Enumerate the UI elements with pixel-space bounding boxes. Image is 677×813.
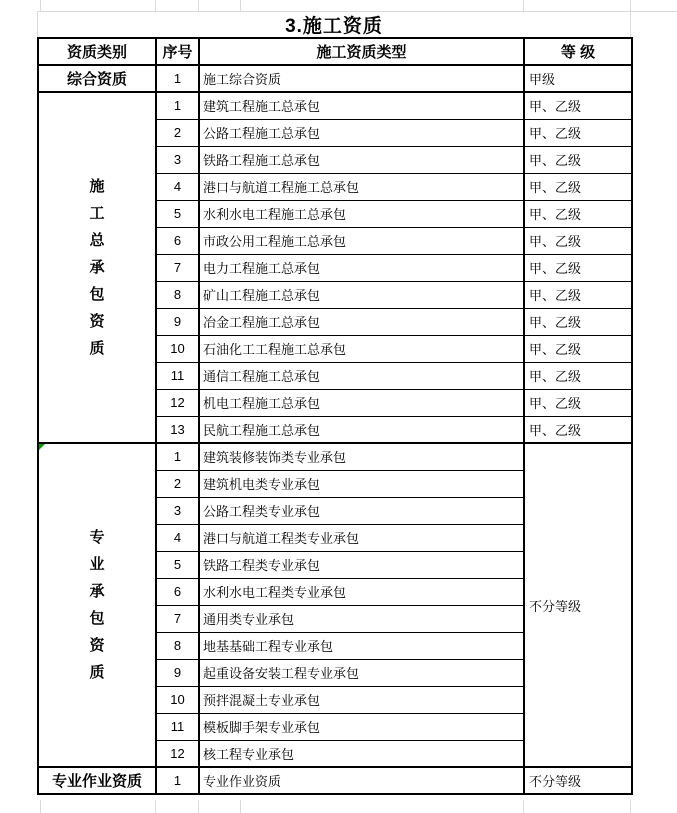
index-cell[interactable]: 8 — [156, 281, 199, 308]
type-cell[interactable]: 通用类专业承包 — [199, 605, 524, 632]
table-row — [38, 65, 632, 92]
grade-cell[interactable]: 甲级 — [524, 65, 632, 92]
index-cell[interactable]: 4 — [156, 173, 199, 200]
grade-cell[interactable]: 甲、乙级 — [524, 389, 632, 416]
type-cell[interactable]: 地基基础工程专业承包 — [199, 632, 524, 659]
table-row — [38, 443, 632, 470]
category-cell[interactable]: 专业作业资质 — [38, 767, 156, 794]
grade-cell[interactable]: 甲、乙级 — [524, 335, 632, 362]
type-cell[interactable]: 铁路工程施工总承包 — [199, 146, 524, 173]
grade-cell[interactable]: 不分等级 — [524, 767, 632, 794]
type-cell[interactable]: 石油化工工程施工总承包 — [199, 335, 524, 362]
index-cell[interactable]: 7 — [156, 254, 199, 281]
category-cell[interactable] — [38, 443, 156, 767]
grade-cell[interactable]: 甲、乙级 — [524, 200, 632, 227]
index-cell[interactable]: 1 — [156, 443, 199, 470]
type-cell[interactable]: 港口与航道工程类专业承包 — [199, 524, 524, 551]
grade-cell[interactable]: 甲、乙级 — [524, 92, 632, 119]
type-cell[interactable]: 港口与航道工程施工总承包 — [199, 173, 524, 200]
index-cell[interactable]: 6 — [156, 578, 199, 605]
type-cell[interactable]: 公路工程类专业承包 — [199, 497, 524, 524]
type-cell[interactable]: 起重设备安装工程专业承包 — [199, 659, 524, 686]
table-title[interactable]: 3.施工资质 — [37, 11, 631, 37]
type-cell[interactable]: 建筑装修装饰类专业承包 — [199, 443, 524, 470]
header-category-cell[interactable]: 资质类别 — [38, 38, 156, 65]
category-cell[interactable] — [38, 92, 156, 443]
index-cell[interactable]: 7 — [156, 605, 199, 632]
category-vertical-label: 专业承包资质 — [89, 529, 105, 681]
header-grade-cell[interactable]: 等 级 — [524, 38, 632, 65]
index-cell[interactable]: 11 — [156, 713, 199, 740]
grade-cell[interactable]: 甲、乙级 — [524, 416, 632, 443]
grade-cell[interactable]: 甲、乙级 — [524, 254, 632, 281]
category-vertical-label: 施工总承包资质 — [89, 178, 105, 357]
index-cell[interactable]: 13 — [156, 416, 199, 443]
category-cell[interactable]: 综合资质 — [38, 65, 156, 92]
type-cell[interactable]: 市政公用工程施工总承包 — [199, 227, 524, 254]
type-cell[interactable]: 施工综合资质 — [199, 65, 524, 92]
type-cell[interactable]: 公路工程施工总承包 — [199, 119, 524, 146]
type-cell[interactable]: 模板脚手架专业承包 — [199, 713, 524, 740]
type-cell[interactable]: 通信工程施工总承包 — [199, 362, 524, 389]
index-cell[interactable]: 12 — [156, 740, 199, 767]
type-cell[interactable]: 核工程专业承包 — [199, 740, 524, 767]
grade-cell[interactable]: 甲、乙级 — [524, 281, 632, 308]
grade-merged-cell[interactable]: 不分等级 — [524, 443, 632, 767]
index-cell[interactable]: 10 — [156, 686, 199, 713]
qualification-table — [37, 37, 633, 795]
index-cell[interactable]: 11 — [156, 362, 199, 389]
type-cell[interactable]: 水利水电工程施工总承包 — [199, 200, 524, 227]
type-cell[interactable]: 电力工程施工总承包 — [199, 254, 524, 281]
type-cell[interactable]: 民航工程施工总承包 — [199, 416, 524, 443]
type-cell[interactable]: 水利水电工程类专业承包 — [199, 578, 524, 605]
index-cell[interactable]: 10 — [156, 335, 199, 362]
header-row — [38, 38, 632, 65]
header-index-cell[interactable]: 序号 — [156, 38, 199, 65]
type-cell[interactable]: 矿山工程施工总承包 — [199, 281, 524, 308]
index-cell[interactable]: 1 — [156, 767, 199, 794]
type-cell[interactable]: 专业作业资质 — [199, 767, 524, 794]
type-cell[interactable]: 预拌混凝土专业承包 — [199, 686, 524, 713]
type-cell[interactable]: 机电工程施工总承包 — [199, 389, 524, 416]
type-cell[interactable]: 铁路工程类专业承包 — [199, 551, 524, 578]
type-cell[interactable]: 建筑工程施工总承包 — [199, 92, 524, 119]
grade-cell[interactable]: 甲、乙级 — [524, 362, 632, 389]
index-cell[interactable]: 1 — [156, 65, 199, 92]
grade-cell[interactable]: 甲、乙级 — [524, 119, 632, 146]
grade-cell[interactable]: 甲、乙级 — [524, 227, 632, 254]
index-cell[interactable]: 4 — [156, 524, 199, 551]
green-triangle-icon — [39, 444, 45, 450]
index-cell[interactable]: 2 — [156, 119, 199, 146]
index-cell[interactable]: 3 — [156, 497, 199, 524]
index-cell[interactable]: 8 — [156, 632, 199, 659]
table-row — [38, 92, 632, 119]
grade-cell[interactable]: 甲、乙级 — [524, 173, 632, 200]
index-cell[interactable]: 12 — [156, 389, 199, 416]
table-row — [38, 767, 632, 794]
type-cell[interactable]: 建筑机电类专业承包 — [199, 470, 524, 497]
grade-cell[interactable]: 甲、乙级 — [524, 146, 632, 173]
index-cell[interactable]: 6 — [156, 227, 199, 254]
index-cell[interactable]: 9 — [156, 308, 199, 335]
index-cell[interactable]: 3 — [156, 146, 199, 173]
grade-cell[interactable]: 甲、乙级 — [524, 308, 632, 335]
header-type-cell[interactable]: 施工资质类型 — [199, 38, 524, 65]
index-cell[interactable]: 2 — [156, 470, 199, 497]
index-cell[interactable]: 1 — [156, 92, 199, 119]
index-cell[interactable]: 5 — [156, 200, 199, 227]
type-cell[interactable]: 冶金工程施工总承包 — [199, 308, 524, 335]
index-cell[interactable]: 9 — [156, 659, 199, 686]
index-cell[interactable]: 5 — [156, 551, 199, 578]
